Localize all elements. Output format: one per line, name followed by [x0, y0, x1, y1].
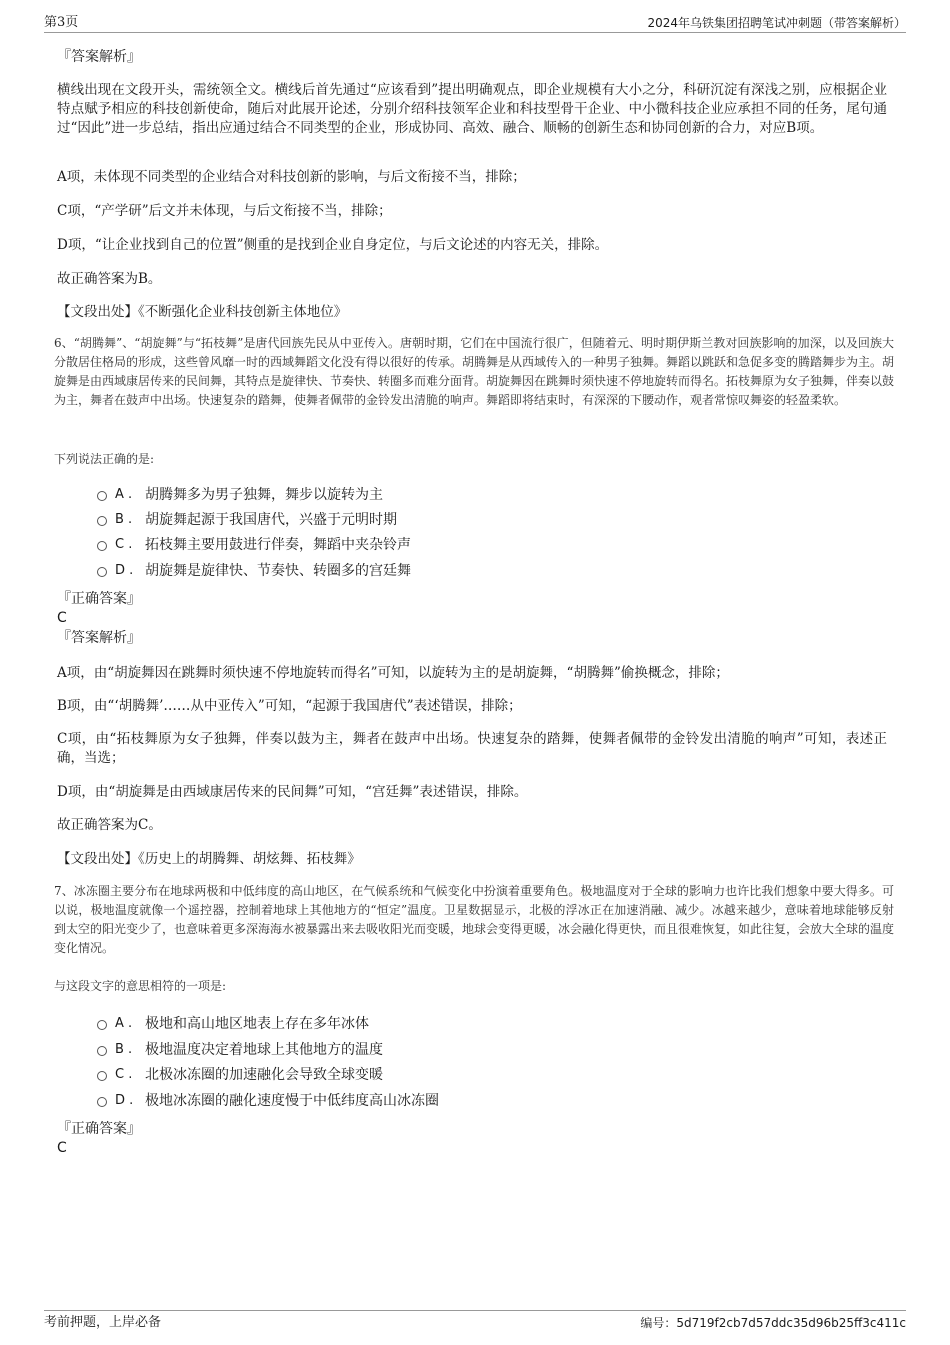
option-letter: D .: [115, 562, 134, 578]
q5-analysis-c: C项，“产学研”后文并未体现，与后文衔接不当，排除；: [57, 203, 392, 219]
option-letter: D .: [115, 1092, 134, 1108]
radio-icon[interactable]: [97, 516, 107, 526]
q6-answer-label: 『正确答案』: [57, 591, 141, 607]
q6-option-b[interactable]: [97, 508, 397, 530]
radio-icon[interactable]: [97, 541, 107, 551]
q6-analysis-d: D项，由“胡旋舞是由西域康居传来的民间舞”可知，“宫廷舞”表述错误，排除。: [57, 784, 528, 800]
radio-icon[interactable]: [97, 1097, 107, 1107]
page-header: [44, 14, 906, 33]
q7-prompt: 与这段文字的意思相符的一项是:: [54, 979, 227, 993]
option-text: 拓枝舞主要用鼓进行伴奏，舞蹈中夹杂铃声: [145, 537, 411, 553]
q6-analysis-c: C项，由“拓枝舞原为女子独舞，伴奏以鼓为主，舞者在鼓声中出场。快速复杂的踏舞，使舞者佩带的金铃发出清脆的响声”可知，表述正确，当选；: [57, 731, 887, 766]
page-footer: [44, 1310, 906, 1332]
q7-question-text: 7、冰冻圈主要分布在地球两极和中低纬度的高山地区，在气候系统和气候变化中扮演着重要角色。极地温度对于全球的影响力也许比我们想象中要大得多。可以说，极地温度就像一个遥控器，控制着地球上其他地方的“恒定”温度。卫星数据显示，北极的浮冰正在加速消融、减少。冰越来越少，意味着地球能够反射到太空的阳光变少了，也意味着更多深海海水被暴露出来去吸收阳光而变暖，地球会变得更暖，冰会融化得更快，而且很难恢复，如此往复，会放大全球的温度变化情况。: [54, 884, 895, 955]
q6-analysis-b: B项，由“‘胡腾舞’……从中亚传入”可知，“起源于我国唐代”表述错误，排除；: [57, 698, 522, 714]
option-letter: B .: [115, 511, 133, 527]
radio-icon[interactable]: [97, 1071, 107, 1081]
q6-analysis-label: 『答案解析』: [57, 630, 141, 646]
option-text: 胡旋舞起源于我国唐代，兴盛于元明时期: [145, 512, 397, 528]
q6-analysis-a: A项，由“胡旋舞因在跳舞时须快速不停地旋转而得名”可知，以旋转为主的是胡旋舞，“胡腾舞”偷换概念，排除；: [57, 665, 729, 681]
option-letter: A .: [115, 486, 133, 502]
document-title: 2024年乌铁集团招聘笔试冲刺题（带答案解析）: [647, 16, 906, 30]
option-letter: C .: [115, 536, 133, 552]
q7-answer-label: 『正确答案』: [57, 1121, 141, 1137]
footer-slogan: 考前押题，上岸必备: [44, 1315, 162, 1330]
q7-option-c[interactable]: [97, 1063, 383, 1085]
q6-conclusion: 故正确答案为C。: [57, 817, 162, 833]
q5-analysis-d: D项，“让企业找到自己的位置”侧重的是找到企业自身定位，与后文论述的内容无关，排除。: [57, 237, 609, 253]
option-text: 胡旋舞是旋律快、节奏快、转圈多的宫廷舞: [145, 563, 411, 579]
q7-option-a[interactable]: [97, 1012, 369, 1034]
option-letter: A .: [115, 1015, 133, 1031]
q7-option-b[interactable]: [97, 1038, 383, 1060]
q5-source: 【文段出处】《不断强化企业科技创新主体地位》: [57, 304, 348, 320]
document-code: 编号：5d719f2cb7d57ddc35d96b25ff3c411c: [640, 1316, 906, 1330]
q6-option-a[interactable]: [97, 483, 383, 505]
option-text: 极地冰冻圈的融化速度慢于中低纬度高山冰冻圈: [145, 1093, 439, 1109]
radio-icon[interactable]: [97, 1046, 107, 1056]
option-letter: C .: [115, 1066, 133, 1082]
q7-answer: C: [57, 1140, 67, 1156]
q6-prompt: 下列说法正确的是:: [54, 452, 155, 466]
q6-option-d[interactable]: [97, 559, 411, 581]
page-number: 第3页: [44, 15, 79, 30]
option-letter: B .: [115, 1041, 133, 1057]
q5-analysis-a: A项，未体现不同类型的企业结合对科技创新的影响，与后文衔接不当，排除；: [57, 169, 526, 185]
radio-icon[interactable]: [97, 1020, 107, 1030]
q6-option-c[interactable]: [97, 533, 411, 555]
q6-question-text: 6、“胡腾舞”、“胡旋舞”与“拓枝舞”是唐代回族先民从中亚传入。唐朝时期，它们在中国流行很广，但随着元、明时期伊斯兰教对回族影响的加深，以及回族大分散居住格局的形成，这些曾风靡一时的西域舞蹈文化没有得以很好的传承。胡腾舞是从西域传入的一种男子独舞。舞蹈以跳跃和急促多变的腾踏舞步为主。胡旋舞是由西域康居传来的民间舞，其特点是旋律快、节奏快、转圈多而难分面背。胡旋舞因在跳舞时须快速不停地旋转而得名。拓枝舞原为女子独舞，伴奏以鼓为主，舞者在鼓声中出场。快速复杂的踏舞，使舞者佩带的金铃发出清脆的响声。舞蹈即将结束时，有深深的下腰动作，观者常惊叹舞姿的轻盈柔软。: [54, 336, 895, 407]
option-text: 极地和高山地区地表上存在多年冰体: [145, 1016, 369, 1032]
q5-analysis-text: 横线出现在文段开头，需统领全文。横线后首先通过“应该看到”提出明确观点，即企业规模有大小之分，科研沉淀有深浅之别，应根据企业特点赋予相应的科技创新使命，随后对此展开论述，分别介绍科技领军企业和科技型骨干企业、中小微科技企业应承担不同的任务，尾句通过“因此”进一步总结，指出应通过结合不同类型的企业，形成协同、高效、融合、顺畅的创新生态和协同创新的合力，对应B项。: [57, 82, 887, 136]
radio-icon[interactable]: [97, 491, 107, 501]
q5-conclusion: 故正确答案为B。: [57, 271, 162, 287]
q7-option-d[interactable]: [97, 1089, 439, 1111]
q5-analysis-label: 『答案解析』: [57, 49, 141, 65]
q6-answer: C: [57, 610, 67, 626]
q6-source: 【文段出处】《历史上的胡腾舞、胡炫舞、拓枝舞》: [57, 851, 361, 867]
option-text: 北极冰冻圈的加速融化会导致全球变暖: [145, 1067, 383, 1083]
option-text: 极地温度决定着地球上其他地方的温度: [145, 1042, 383, 1058]
radio-icon[interactable]: [97, 567, 107, 577]
option-text: 胡腾舞多为男子独舞，舞步以旋转为主: [145, 487, 383, 503]
